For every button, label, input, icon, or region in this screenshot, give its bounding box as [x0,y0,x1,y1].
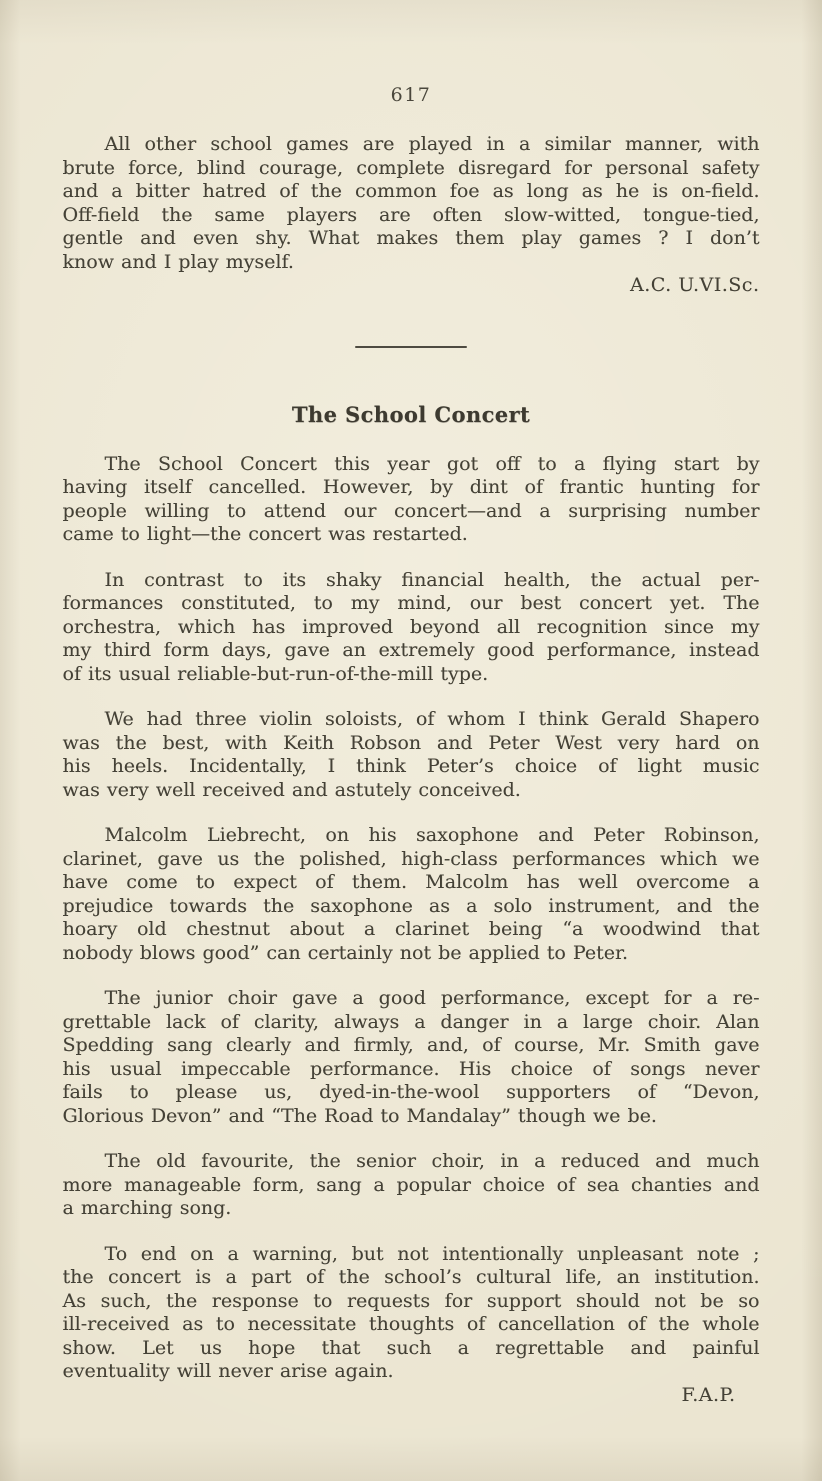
text-line: brute force, blind courage, complete disregard for personal safety [62,156,760,179]
text-line: formances constituted, to my mind, our best concert yet. The [62,592,760,614]
text-line: his usual impeccable performance. His choice of songs never [62,1057,760,1080]
page-number: 617 [390,84,432,106]
text-line: nobody blows good” can certainly not be applied to Peter. [62,941,628,964]
text-line: Off-field the same players are often slow-witted, tongue-tied, [62,203,760,226]
text-line: came to light—the concert was restarted. [62,523,468,545]
text-line: his heels. Incidentally, I think Peter’s choice of light music [62,755,760,777]
text-line: hoary old chestnut about a clarinet being “a woodwind that [62,918,760,940]
author-signature: A.C. U.VI.Sc. [630,274,760,296]
text-line: In contrast to its shaky financial health, the actual per- [104,568,760,591]
text-line: The old favourite, the senior choir, in a reduced and much [104,1150,760,1172]
text-line: know and I play myself. [62,250,294,273]
author-signature: F.A.P. [681,1383,736,1406]
text-line: Spedding sang clearly and firmly, and, of course, Mr. Smith gave [62,1034,760,1056]
text-line: the concert is a part of the school’s cultural life, an institution. [62,1266,760,1288]
page-body [63,0,760,1407]
text-line: was very well received and astutely conceived. [62,778,521,801]
text-line: Glorious Devon” and “The Road to Mandalay” though we be. [62,1104,657,1127]
text-line: The junior choir gave a good performance, except for a re- [104,987,760,1009]
paragraph [63,1150,760,1221]
section-divider [355,346,467,348]
paragraph [63,453,760,547]
text-line: orchestra, which has improved beyond all recognition since my [62,615,760,638]
text-line: clarinet, gave us the polished, high-class performances which we [62,847,760,870]
text-line: The School Concert this year got off to a flying start by [104,452,760,475]
paragraph [63,1243,760,1384]
text-line: have come to expect of them. Malcolm has well overcome a [62,871,760,893]
article-title: The School Concert [291,401,531,427]
text-line: To end on a warning, but not intentionally unpleasant note ; [104,1242,760,1265]
paragraph [63,708,760,802]
text-line: of its usual reliable-but-run-of-the-mill type. [62,662,489,685]
prelude-paragraph [63,133,760,274]
text-line: prejudice towards the saxophone as a solo instrument, and the [62,894,760,917]
text-line: more manageable form, sang a popular choice of sea chanties and [62,1173,760,1196]
text-line: We had three violin soloists, of whom I think Gerald Shapero [104,708,760,730]
text-line: and a bitter hatred of the common foe as long as he is on-field. [62,180,760,202]
text-line: show. Let us hope that such a regrettable and painful [62,1336,760,1359]
paragraph [63,824,760,965]
text-line: All other school games are played in a similar manner, with [104,133,760,155]
text-line: people willing to attend our concert—and a surprising number [62,499,760,522]
text-line: grettable lack of clarity, always a danger in a large choir. Alan [62,1010,760,1033]
text-line: ill-received as to necessitate thoughts of cancellation of the whole [62,1313,760,1335]
text-line: eventuality will never arise again. [62,1360,394,1382]
text-line: fails to please us, dyed-in-the-wool supporters of “Devon, [62,1081,760,1103]
text-line: a marching song. [62,1197,232,1219]
text-line: having itself cancelled. However, by dint of frantic hunting for [62,476,760,498]
paragraph [63,569,760,687]
text-line: Malcolm Liebrecht, on his saxophone and Peter Robinson, [104,824,760,846]
text-line: gentle and even shy. What makes them play games ? I don’t [62,227,760,249]
text-line: was the best, with Keith Robson and Peter West very hard on [62,731,760,754]
paragraph [63,987,760,1128]
text-line: my third form days, gave an extremely good performance, instead [62,639,760,661]
text-line: As such, the response to requests for support should not be so [62,1289,760,1312]
